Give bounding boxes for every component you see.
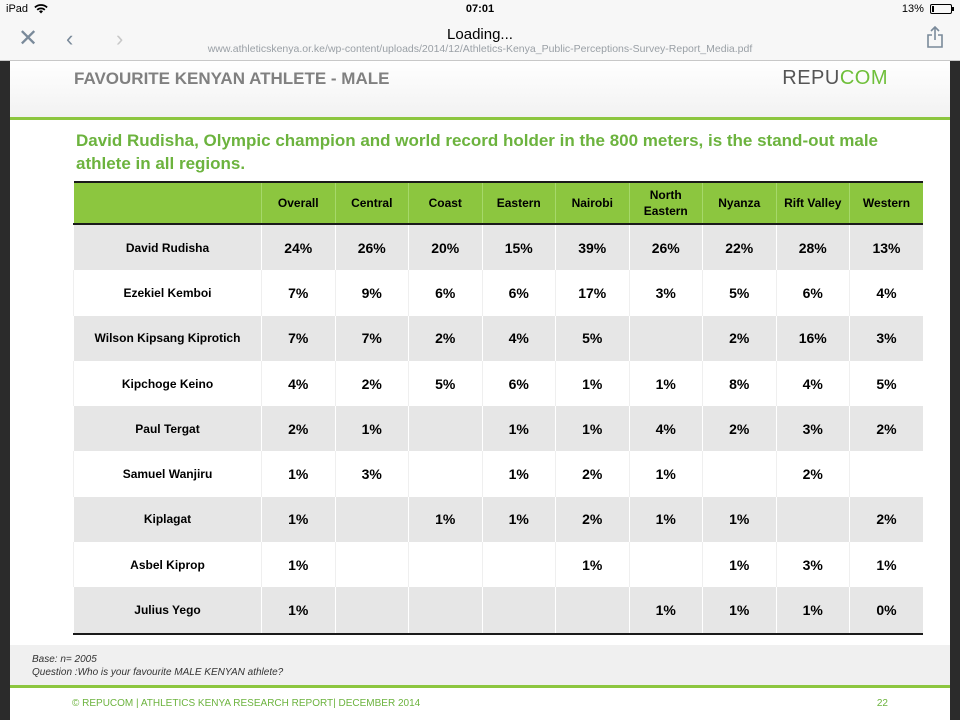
percent-cell: 3% <box>776 406 850 451</box>
percent-cell: 15% <box>482 224 556 270</box>
percent-cell: 1% <box>629 451 703 496</box>
percent-cell: 6% <box>409 270 483 315</box>
percent-cell: 4% <box>482 316 556 361</box>
percent-cell: 1% <box>703 587 777 633</box>
slide-headline: David Rudisha, Olympic champion and world record holder in the 800 meters, is the stand-out male athlete in all regions. <box>76 131 879 173</box>
percent-cell: 4% <box>629 406 703 451</box>
header-cell: North Eastern <box>629 182 703 224</box>
percent-cell: 39% <box>556 224 630 270</box>
percent-cell: 1% <box>703 542 777 587</box>
table-row <box>74 587 924 633</box>
percent-cell: 13% <box>850 224 924 270</box>
base-notes <box>10 645 950 685</box>
percent-cell <box>409 451 483 496</box>
header-cell: Eastern <box>482 182 556 224</box>
share-icon[interactable] <box>926 26 944 54</box>
percent-cell: 5% <box>850 361 924 406</box>
percent-cell: 1% <box>776 587 850 633</box>
percent-cell <box>629 542 703 587</box>
percent-cell: 20% <box>409 224 483 270</box>
repucom-logo <box>782 67 888 90</box>
percent-cell: 6% <box>482 361 556 406</box>
athlete-name-cell: Wilson Kipsang Kiprotich <box>74 316 262 361</box>
athlete-table <box>73 181 923 635</box>
slide-footer <box>10 685 950 720</box>
chevron-left-icon[interactable]: ‹ <box>66 26 74 51</box>
percent-cell: 1% <box>703 497 777 542</box>
percent-cell: 3% <box>629 270 703 315</box>
header-cell: Western <box>850 182 924 224</box>
header-cell: Rift Valley <box>776 182 850 224</box>
logo-suffix: COM <box>839 67 888 89</box>
header-row <box>74 182 924 224</box>
table-header <box>74 182 924 224</box>
percent-cell: 4% <box>262 361 336 406</box>
percent-cell: 6% <box>482 270 556 315</box>
header-cell-empty <box>74 182 262 224</box>
percent-cell: 3% <box>776 542 850 587</box>
percent-cell: 1% <box>850 542 924 587</box>
percent-cell: 2% <box>262 406 336 451</box>
percent-cell: 1% <box>482 451 556 496</box>
percent-cell: 16% <box>776 316 850 361</box>
percent-cell: 1% <box>262 542 336 587</box>
percent-cell: 1% <box>629 361 703 406</box>
percent-cell <box>556 587 630 633</box>
table-row <box>74 406 924 451</box>
percent-cell <box>409 406 483 451</box>
chevron-right-icon[interactable]: › <box>116 26 124 51</box>
percent-cell <box>335 587 409 633</box>
percent-cell: 2% <box>850 497 924 542</box>
header-cell: Central <box>335 182 409 224</box>
percent-cell: 1% <box>482 497 556 542</box>
page-loading-title: Loading... <box>447 26 513 43</box>
status-right <box>902 3 952 15</box>
slide-header <box>10 61 950 120</box>
table-row <box>74 224 924 270</box>
table-row <box>74 451 924 496</box>
percent-cell <box>335 542 409 587</box>
percent-cell <box>335 497 409 542</box>
percent-cell: 1% <box>556 406 630 451</box>
table-row <box>74 542 924 587</box>
percent-cell: 6% <box>776 270 850 315</box>
percent-cell: 5% <box>409 361 483 406</box>
base-note: Base: n= 2005 <box>32 654 97 665</box>
pdf-slide <box>10 61 950 720</box>
percent-cell: 1% <box>262 497 336 542</box>
percent-cell <box>776 497 850 542</box>
percent-cell: 3% <box>335 451 409 496</box>
percent-cell: 5% <box>703 270 777 315</box>
percent-cell: 7% <box>262 270 336 315</box>
header-cell: Nyanza <box>703 182 777 224</box>
percent-cell: 5% <box>556 316 630 361</box>
header-cell: Overall <box>262 182 336 224</box>
percent-cell: 2% <box>556 451 630 496</box>
battery-icon <box>930 4 952 14</box>
question-note: Question :Who is your favourite MALE KENYAN athlete? <box>32 667 284 678</box>
athlete-name-cell: Kipchoge Keino <box>74 361 262 406</box>
athlete-table-container <box>73 181 923 635</box>
percent-cell: 1% <box>629 587 703 633</box>
athlete-name-cell: David Rudisha <box>74 224 262 270</box>
percent-cell: 2% <box>409 316 483 361</box>
percent-cell: 3% <box>850 316 924 361</box>
percent-cell: 1% <box>629 497 703 542</box>
percent-cell: 22% <box>703 224 777 270</box>
percent-cell: 7% <box>335 316 409 361</box>
table-row <box>74 497 924 542</box>
percent-cell: 2% <box>703 406 777 451</box>
athlete-name-cell: Julius Yego <box>74 587 262 633</box>
percent-cell <box>850 451 924 496</box>
device-name: iPad <box>6 3 29 15</box>
battery-percent: 13% <box>901 3 924 15</box>
percent-cell: 1% <box>409 497 483 542</box>
percent-cell: 2% <box>776 451 850 496</box>
percent-cell: 2% <box>335 361 409 406</box>
athlete-name-cell: Samuel Wanjiru <box>74 451 262 496</box>
percent-cell: 9% <box>335 270 409 315</box>
page-number: 22 <box>876 698 888 709</box>
header-cell: Coast <box>409 182 483 224</box>
status-time: 07:01 <box>465 3 495 15</box>
address-url[interactable]: www.athleticskenya.or.ke/wp-content/uploads/2014/12/Athletics-Kenya_Public-Perceptions-Survey-Report_Media.pdf <box>207 43 753 55</box>
percent-cell: 2% <box>703 316 777 361</box>
percent-cell: 2% <box>556 497 630 542</box>
percent-cell: 26% <box>629 224 703 270</box>
percent-cell: 1% <box>556 542 630 587</box>
percent-cell <box>482 587 556 633</box>
table-row <box>74 316 924 361</box>
percent-cell <box>482 542 556 587</box>
percent-cell: 26% <box>335 224 409 270</box>
percent-cell: 7% <box>262 316 336 361</box>
athlete-name-cell: Asbel Kiprop <box>74 542 262 587</box>
athlete-name-cell: Kiplagat <box>74 497 262 542</box>
percent-cell: 1% <box>556 361 630 406</box>
percent-cell: 1% <box>482 406 556 451</box>
status-bar <box>0 0 960 20</box>
percent-cell: 1% <box>262 451 336 496</box>
table-row <box>74 361 924 406</box>
percent-cell: 24% <box>262 224 336 270</box>
header-cell: Nairobi <box>556 182 630 224</box>
percent-cell <box>409 542 483 587</box>
percent-cell <box>629 316 703 361</box>
athlete-name-cell: Paul Tergat <box>74 406 262 451</box>
percent-cell: 1% <box>262 587 336 633</box>
close-icon[interactable]: ✕ <box>18 25 39 52</box>
percent-cell: 1% <box>335 406 409 451</box>
table-body <box>74 224 924 634</box>
percent-cell: 4% <box>776 361 850 406</box>
percent-cell: 17% <box>556 270 630 315</box>
logo-prefix: REPU <box>782 67 840 89</box>
percent-cell <box>409 587 483 633</box>
footer-text: © REPUCOM | ATHLETICS KENYA RESEARCH REPORT| DECEMBER 2014 <box>72 698 421 709</box>
browser-navbar <box>0 20 960 61</box>
percent-cell <box>703 451 777 496</box>
percent-cell: 28% <box>776 224 850 270</box>
percent-cell: 0% <box>850 587 924 633</box>
percent-cell: 4% <box>850 270 924 315</box>
slide-title: FAVOURITE KENYAN ATHLETE - MALE <box>74 69 390 88</box>
percent-cell: 2% <box>850 406 924 451</box>
athlete-name-cell: Ezekiel Kemboi <box>74 270 262 315</box>
table-row <box>74 270 924 315</box>
percent-cell: 8% <box>703 361 777 406</box>
